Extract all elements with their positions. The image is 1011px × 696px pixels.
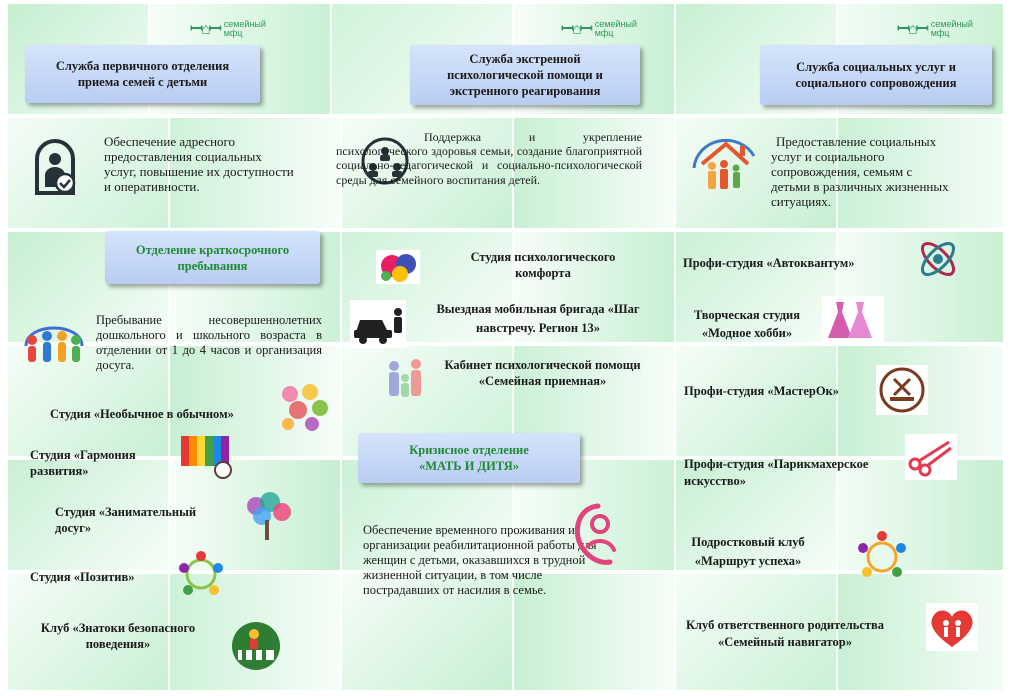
profi-hairdressing-label: Профи-студия «Парикмахерское искусство» [684,457,869,488]
people-circle-icon [851,528,913,591]
brain-art-icon [366,244,430,295]
tools-emblem-icon [876,365,928,420]
color-palette-icon [179,434,235,485]
profi-avtokvantum-label: Профи-студия «Автоквантум» [683,256,855,270]
emergency-psych-header: Служба экстренной психологической помощи и экстренного реагирования [410,45,640,105]
club-safety-label: Клуб «Знатоки безопасного поведения» [40,621,196,651]
brand-logo: ꟷ⌂ꟷ семейный мфц [897,19,973,38]
studio-unusual-label: Студия «Необычное в обычном» [50,407,234,421]
kids-circle-icon [174,550,228,603]
family-figures-icon [382,356,430,407]
heart-family-icon [926,603,978,656]
colorful-tree-icon [238,490,296,547]
crisis-description: Обеспечение временного проживания и организации реабилитационной работы для женщин с детьми, оказавшихся в трудной жизненной ситуации, в том числе пострадавших от насилия в семье. [363,523,597,597]
family-house-icon [690,134,762,203]
flowers-collage-icon [276,380,330,441]
mother-child-icon [568,502,622,575]
family-logo-icon: ꟷ⌂ꟷ [190,20,220,38]
studio-psych-comfort-label: Студия психологического комфорта [470,250,616,280]
family-logo-icon: ꟷ⌂ꟷ [561,20,591,38]
teen-club-label: Подростковый клуб «Маршрут успеха» [691,535,805,568]
car-person-icon [350,300,406,353]
brand-logo: ꟷ⌂ꟷ семейный мфц [190,19,266,38]
short-stay-header: Отделение краткосрочного пребывания [105,231,320,284]
dresses-icon [822,296,884,347]
mobile-team-label: Выездная мобильная бригада «Шаг навстречу. Регион 13» [436,302,640,335]
atom-logo-icon [915,236,961,287]
emergency-psych-description: Поддержка и укрепление психологического здоровья семьи, создание благоприятной социально-педагогической и социально-психологической среды для семейного воспитания детей. [336,130,642,187]
scissors-comb-icon [905,434,957,485]
social-services-description: Предоставление социальных услуг и социального сопровождения, семьям с детьми в различных жизненных ситуациях. [771,134,949,209]
children-group-icon [20,316,88,377]
parenting-club-label: Клуб ответственного родительства «Семейный навигатор» [685,618,885,649]
social-services-header: Служба социальных услуг и социального сопровождения [760,45,992,105]
primary-reception-description: Обеспечение адресного предоставления социальных услуг, повышение их доступности и оперативности. [104,134,294,194]
family-reception-label: Кабинет психологической помощи «Семейная приемная» [444,358,641,388]
family-logo-icon: ꟷ⌂ꟷ [897,20,927,38]
primary-reception-header: Служба первичного отделения приема семей с детьми [25,45,260,103]
person-check-icon [33,137,77,200]
profi-masterok-label: Профи-студия «МастерОк» [684,384,839,398]
studio-fashion-hobby-label: Творческая студия «Модное хобби» [694,308,800,340]
studio-positive-label: Студия «Позитив» [30,570,135,584]
studio-leisure-label: Студия «Занимательный досуг» [55,505,197,535]
short-stay-description: Пребывание несовершеннолетних дошкольного и школьного возраста в отделении от 1 до 4 часов и организация досуга. [96,313,322,372]
brand-logo: ꟷ⌂ꟷ семейный мфц [561,19,637,38]
studio-harmony-label: Студия «Гармония развития» [30,448,136,478]
safety-crossing-icon [228,620,284,677]
crisis-department-header: Кризисное отделение «МАТЬ И ДИТЯ» [358,433,580,483]
